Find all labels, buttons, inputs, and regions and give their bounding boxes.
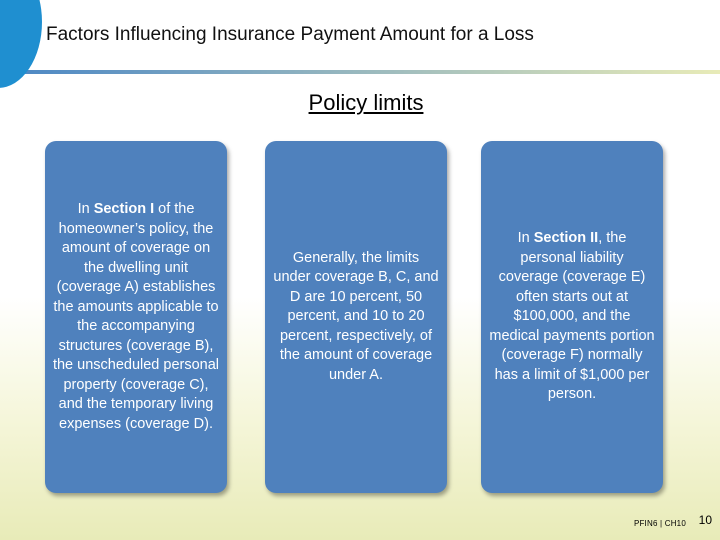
content-box-section-ii <box>481 141 663 493</box>
content-box-text <box>51 200 221 434</box>
text-run: In <box>77 201 94 217</box>
text-run-bold: Section II <box>533 230 599 247</box>
content-box-text <box>489 229 655 405</box>
slide-subtitle: Policy limits <box>308 90 424 115</box>
slide-title: Factors Influencing Insurance Payment Amount for a Loss <box>46 24 534 45</box>
text-run-bold: Section I <box>93 201 155 217</box>
content-box-text: Generally, the limits under coverage B, C, and D are 10 percent, 50 percent, and 10 to 20 percent, respectively, of the amount of coverage under A. <box>273 249 439 383</box>
text-run: of the homeowner’s policy, the amount of coverage on the dwelling unit (coverage A) establishes the amounts applicable to the accompanying structures (coverage B), the unscheduled personal property (coverage C), and the temporary living expenses (coverage D). <box>52 201 220 432</box>
content-box-section-i <box>45 141 227 493</box>
corner-accent-circle <box>0 0 42 88</box>
text-run: In <box>517 230 534 247</box>
text-run: , the personal liability coverage (coverage E) often starts out at $100,000, and the medical payments portion (coverage F) normally has a limit of $1,000 per person. <box>489 230 655 403</box>
page-number: 10 <box>698 513 712 527</box>
content-box-coverage-limits <box>265 141 447 493</box>
footer-chapter-label: PFIN6 | CH10 <box>633 519 686 528</box>
header-divider <box>0 70 720 74</box>
